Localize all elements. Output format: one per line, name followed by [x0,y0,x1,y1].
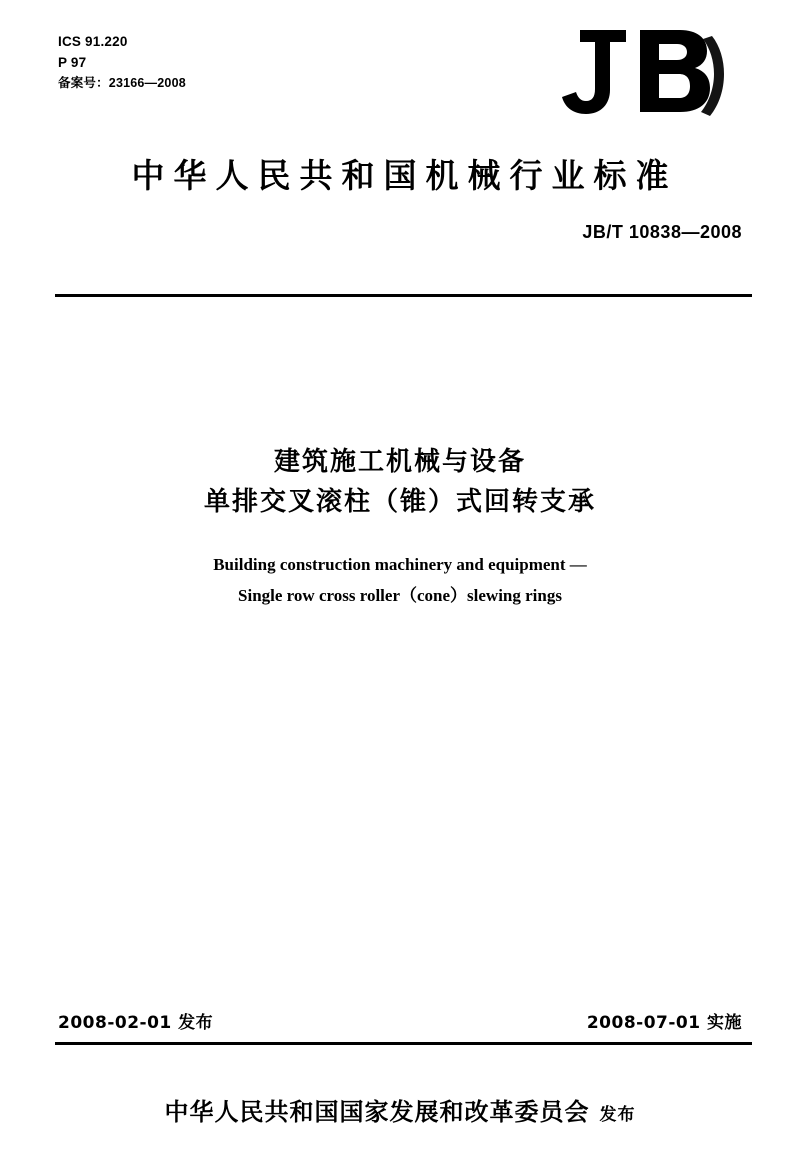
standard-number: JB/T 10838—2008 [582,222,742,242]
divider-bottom [55,1042,752,1045]
record-number: 备案号：23166—2008 [58,75,186,90]
authority-title: 中华人民共和国机械行业标准 [131,156,678,195]
date-row [58,1008,742,1033]
issuer-organization: 中华人民共和国国家发展和改革委员会 [164,1098,590,1126]
jb-logo-icon [562,20,752,130]
issue-date: 2008-02-01 发布 [58,1013,214,1033]
effective-date: 2008-07-01 实施 [586,1013,742,1033]
title-chinese-line2: 单排交叉滚柱（锥）式回转支承 [203,487,596,518]
ics-code: ICS 91.220 [58,34,128,49]
title-english-line2: Single row cross roller（cone）slewing rings [238,586,562,606]
classification-code: P 97 [58,54,87,70]
title-block [0,442,800,611]
issuer-row [0,1092,800,1127]
header-meta-block [58,32,186,93]
title-english-line1: Building construction machinery and equipment — [213,554,587,574]
issuer-verb: 发布 [599,1105,636,1125]
title-chinese-line1: 建筑施工机械与设备 [273,447,526,477]
divider-top [55,294,752,297]
